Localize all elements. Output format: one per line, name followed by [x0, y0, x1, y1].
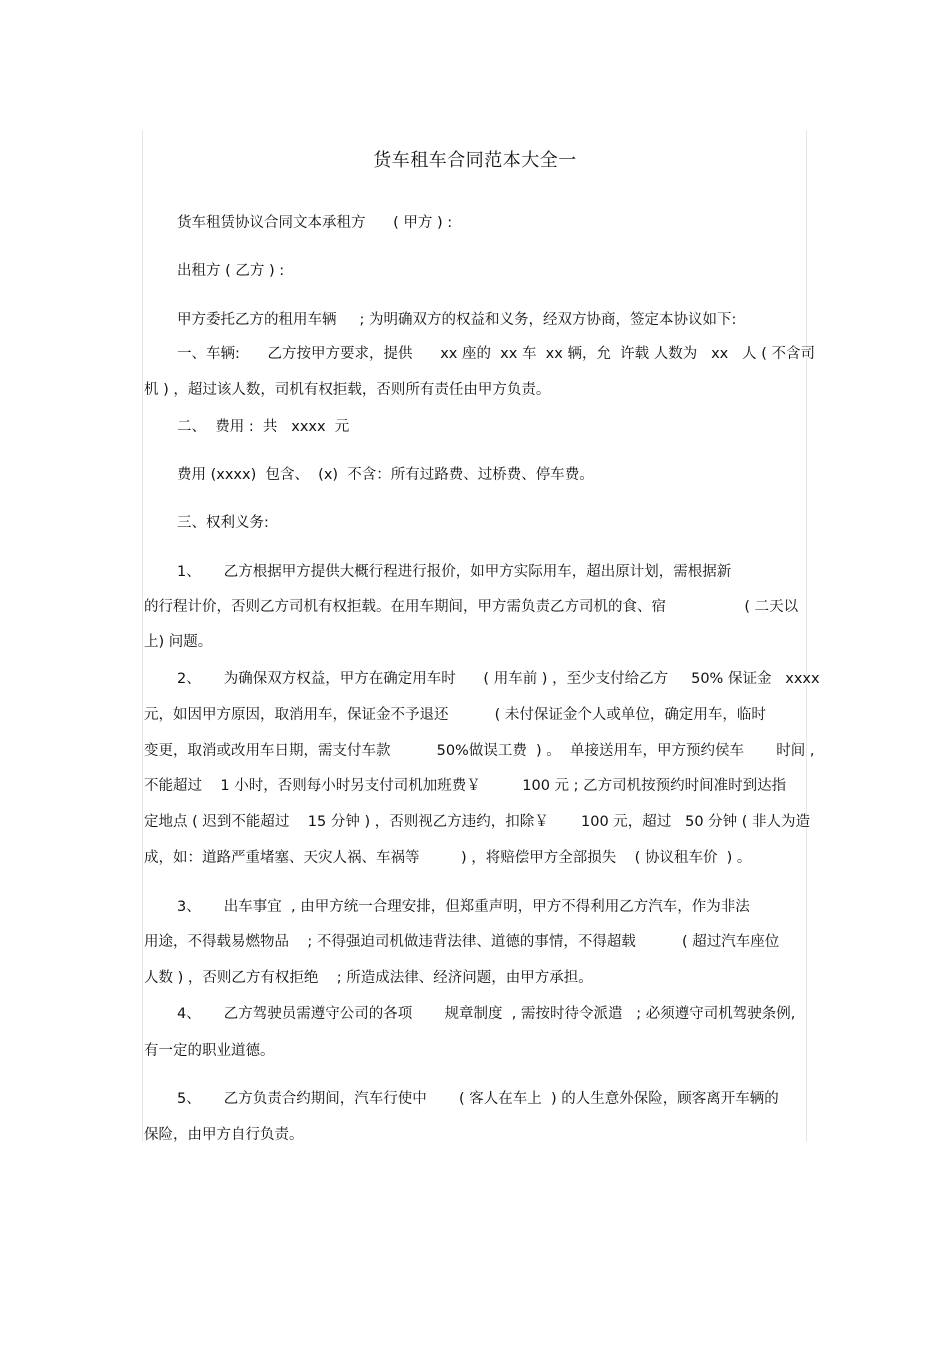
text-line: 2、 为确保双方权益，甲方在确定用车时 ( 用车前 ) ，至少支付给乙方 50% 保证金 xxxx	[177, 671, 820, 687]
text-line: 费用 (xxxx) 包含、 (x) 不含：所有过路费、过桥费、停车费。	[177, 467, 594, 483]
text-line: 用途，不得载易燃物品 ; 不得强迫司机做违背法律、道德的事情，不得超载 ( 超过汽车座位	[144, 934, 780, 950]
document-title: 货车租车合同范本大全一	[373, 150, 577, 171]
text-line: 定地点 ( 迟到不能超过 15 分钟 ) ，否则视乙方违约，扣除￥ 100 元，超过 50 分钟 ( 非人为造	[144, 814, 811, 830]
text-line: 上) 问题。	[144, 634, 213, 650]
text-line: 3、 出车事宜 , 由甲方统一合理安排，但郑重声明，甲方不得利用乙方汽车，作为非法	[177, 899, 750, 915]
text-line: 元，如因甲方原因，取消用车，保证金不予退还 ( 未付保证金个人或单位，确定用车，临时	[144, 707, 766, 723]
text-line: 保险，由甲方自行负责。	[144, 1127, 304, 1143]
text-line: 一、车辆: 乙方按甲方要求，提供 xx 座的 xx 车 xx 辆，允 许载 人数为 xx 人 ( 不含司	[177, 346, 815, 362]
text-line: 有一定的职业道德。	[144, 1043, 275, 1059]
text-line: 甲方委托乙方的租用车辆 ; 为明确双方的权益和义务，经双方协商，签定本协议如下:	[177, 312, 737, 328]
text-line: 成，如：道路严重堵塞、天灾人祸、车祸等 ) ，将赔偿甲方全部损失 ( 协议租车价 ) 。	[144, 850, 752, 866]
text-line: 二、 费用 : 共 xxxx 元	[177, 419, 350, 435]
text-line: 不能超过 1 小时，否则每小时另支付司机加班费￥ 100 元 ; 乙方司机按预约时间准时到达指	[144, 778, 787, 794]
text-line: 4、 乙方驾驶员需遵守公司的各项 规章制度 , 需按时待令派遣 ; 必须遵守司机驾驶条例,	[177, 1006, 796, 1022]
text-line: 变更，取消或改用车日期，需支付车款 50%做误工费 ) 。 单接送用车，甲方预约侯车 时间 ,	[144, 743, 815, 759]
text-line: 的行程计价，否则乙方司机有权拒载。在用车期间，甲方需负责乙方司机的食、宿 ( 二天以	[144, 599, 799, 615]
text-line: 出租方 ( 乙方 ) :	[177, 263, 285, 279]
text-line: 机 ) ，超过该人数，司机有权拒载，否则所有责任由甲方负责。	[144, 382, 551, 398]
text-line: 货车租赁协议合同文本承租方 ( 甲方 ) :	[177, 215, 453, 231]
page-left-border	[142, 130, 143, 1142]
text-line: 1、 乙方根据甲方提供大概行程进行报价，如甲方实际用车，超出原计划，需根据新	[177, 564, 732, 580]
text-line: 人数 ) ，否则乙方有权拒绝 ; 所造成法律、经济问题，由甲方承担。	[144, 970, 593, 986]
text-line: 5、 乙方负责合约期间，汽车行使中 ( 客人在车上 ) 的人生意外保险，顾客离开车辆的	[177, 1091, 779, 1107]
text-line: 三、权利义务:	[177, 515, 269, 531]
